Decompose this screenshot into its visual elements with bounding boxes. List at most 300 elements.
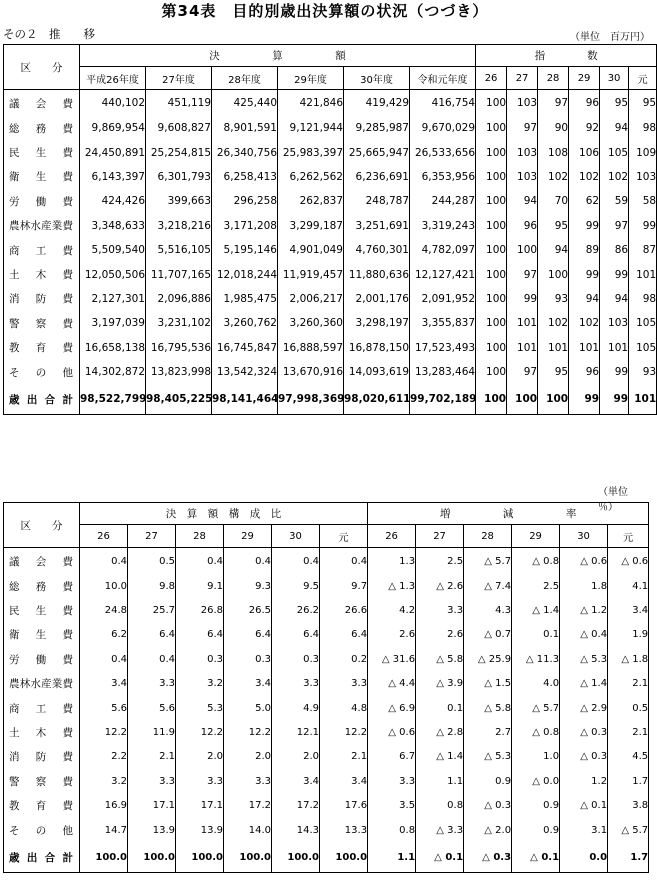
ratio-cell: 3.4: [272, 769, 320, 793]
table-row: [4, 336, 657, 360]
row-label: 農林水産業費: [4, 214, 80, 238]
ratio-cell: 3.3: [224, 769, 272, 793]
index-cell: 105: [629, 311, 657, 335]
index-cell: 100: [476, 311, 507, 335]
change-cell: △ 1.3: [368, 574, 416, 598]
row-label: その他: [4, 360, 80, 384]
ratio-cell: 12.2: [320, 720, 368, 744]
amount-cell: 4,760,301: [344, 238, 410, 262]
index-cell: 95: [629, 90, 657, 117]
amount-cell: 11,919,457: [278, 262, 344, 286]
amount-cell: 98,405,225: [146, 384, 212, 415]
ratio-cell: 3.4: [80, 672, 128, 696]
change-cell: 4.5: [608, 745, 649, 769]
table-row: [4, 90, 657, 117]
index-cell: 102: [569, 311, 600, 335]
amount-cell: 11,707,165: [146, 262, 212, 286]
change-cell: △ 1.5: [464, 672, 512, 696]
ratio-cell: 13.3: [320, 818, 368, 842]
amount-cell: 13,283,464: [410, 360, 476, 384]
ratio-year-header: 29: [224, 525, 272, 548]
index-year-header: 26: [476, 67, 507, 90]
index-cell: 105: [629, 336, 657, 360]
index-cell: 94: [538, 238, 569, 262]
amount-cell: 24,450,891: [80, 140, 146, 164]
index-cell: 100: [476, 336, 507, 360]
ratio-cell: 12.2: [80, 720, 128, 744]
ratio-cell: 3.2: [176, 672, 224, 696]
settlement-amount-table: [3, 44, 657, 415]
amount-cell: 3,260,360: [278, 311, 344, 335]
table-row: [4, 548, 649, 575]
ratio-cell: 2.0: [224, 745, 272, 769]
amount-cell: 2,127,301: [80, 287, 146, 311]
table-row: [4, 262, 657, 286]
index-cell: 101: [507, 336, 538, 360]
change-cell: △ 2.6: [416, 574, 464, 598]
index-cell: 103: [507, 140, 538, 164]
change-cell: △ 0.1: [560, 794, 608, 818]
amount-cell: 98,522,799: [80, 384, 146, 415]
index-cell: 99: [629, 214, 657, 238]
change-year-header: 26: [368, 525, 416, 548]
amount-cell: 13,670,916: [278, 360, 344, 384]
index-cell: 100: [476, 116, 507, 140]
amount-cell: 3,251,691: [344, 214, 410, 238]
row-label: 土木費: [4, 262, 80, 286]
row-label: 教育費: [4, 794, 80, 818]
table-row: [4, 672, 649, 696]
row-label: 議会費: [4, 90, 80, 117]
index-cell: 97: [507, 116, 538, 140]
change-cell: △ 5.8: [464, 696, 512, 720]
table-row: [4, 116, 657, 140]
row-label: 労働費: [4, 189, 80, 213]
ratio-year-header: 元: [320, 525, 368, 548]
amount-cell: 6,262,562: [278, 165, 344, 189]
index-year-header: 27: [507, 67, 538, 90]
index-cell: 100: [507, 238, 538, 262]
change-cell: △ 1.2: [560, 598, 608, 622]
amount-cell: 421,846: [278, 90, 344, 117]
amount-cell: 9,121,944: [278, 116, 344, 140]
index-cell: 102: [538, 311, 569, 335]
amount-cell: 5,516,105: [146, 238, 212, 262]
ratio-cell: 0.4: [80, 548, 128, 575]
index-cell: 99: [600, 384, 629, 415]
amount-cell: 2,091,952: [410, 287, 476, 311]
row-label: 民生費: [4, 598, 80, 622]
change-cell: △ 3.9: [416, 672, 464, 696]
row-label: 農林水産業費: [4, 672, 80, 696]
index-cell: 100: [476, 140, 507, 164]
amount-cell: 16,888,597: [278, 336, 344, 360]
change-cell: △ 0.7: [464, 623, 512, 647]
ratio-cell: 25.7: [128, 598, 176, 622]
index-cell: 101: [507, 311, 538, 335]
amount-cell: 5,195,146: [212, 238, 278, 262]
ratio-cell: 0.4: [176, 548, 224, 575]
change-cell: 0.1: [512, 623, 560, 647]
change-cell: 0.8: [416, 794, 464, 818]
ratio-cell: 3.2: [80, 769, 128, 793]
ratio-group-header: 決 算 額 構 成 比: [80, 503, 368, 525]
index-cell: 99: [507, 287, 538, 311]
amount-cell: 425,440: [212, 90, 278, 117]
page-title: 第34表 目的別歳出決算額の状況（つづき）: [161, 2, 489, 20]
change-year-header: 元: [608, 525, 649, 548]
amount-cell: 244,287: [410, 189, 476, 213]
table-row: [4, 574, 649, 598]
change-year-header: 30: [560, 525, 608, 548]
index-cell: 98: [629, 116, 657, 140]
ratio-cell: 3.4: [320, 769, 368, 793]
amount-cell: 248,787: [344, 189, 410, 213]
change-cell: 2.5: [416, 548, 464, 575]
amount-cell: 6,353,956: [410, 165, 476, 189]
section-subtitle: その２ 推 移: [3, 27, 95, 41]
ratio-cell: 5.6: [80, 696, 128, 720]
ratio-cell: 2.1: [320, 745, 368, 769]
amount-cell: 11,880,636: [344, 262, 410, 286]
amount-cell: 6,301,793: [146, 165, 212, 189]
change-cell: 0.0: [560, 842, 608, 873]
ratio-cell: 14.7: [80, 818, 128, 842]
ratio-cell: 2.2: [80, 745, 128, 769]
ratio-cell: 0.4: [80, 647, 128, 671]
ratio-cell: 10.0: [80, 574, 128, 598]
index-cell: 96: [569, 90, 600, 117]
index-group-header: 指 数: [476, 45, 657, 67]
change-cell: △ 0.1: [416, 842, 464, 873]
table-row: [4, 140, 657, 164]
unit-label-2: （単位 ％）: [598, 487, 638, 513]
change-cell: △ 7.4: [464, 574, 512, 598]
ratio-cell: 3.4: [224, 672, 272, 696]
amount-year-header: 令和元年度: [410, 67, 476, 90]
change-cell: △ 0.8: [512, 548, 560, 575]
index-cell: 100: [476, 189, 507, 213]
index-cell: 103: [507, 165, 538, 189]
change-cell: △ 3.3: [416, 818, 464, 842]
index-cell: 99: [569, 262, 600, 286]
table-row: [4, 696, 649, 720]
change-cell: △ 1.4: [512, 598, 560, 622]
index-cell: 100: [538, 384, 569, 415]
change-cell: △ 0.1: [512, 842, 560, 873]
change-cell: 0.9: [512, 818, 560, 842]
ratio-cell: 14.3: [272, 818, 320, 842]
ratio-cell: 0.4: [320, 548, 368, 575]
change-cell: 4.0: [512, 672, 560, 696]
index-cell: 95: [538, 214, 569, 238]
ratio-cell: 17.6: [320, 794, 368, 818]
amount-cell: 26,533,656: [410, 140, 476, 164]
index-cell: 101: [629, 384, 657, 415]
amount-cell: 440,102: [80, 90, 146, 117]
row-label: 労働費: [4, 647, 80, 671]
change-cell: 3.1: [560, 818, 608, 842]
index-cell: 93: [629, 360, 657, 384]
index-cell: 96: [507, 214, 538, 238]
amount-cell: 2,096,886: [146, 287, 212, 311]
total-row: [4, 842, 649, 873]
row-label: 歳出合計: [4, 384, 80, 415]
table-row: [4, 311, 657, 335]
change-cell: 3.3: [416, 598, 464, 622]
index-cell: 89: [569, 238, 600, 262]
table-row: [4, 165, 657, 189]
change-cell: 2.1: [608, 672, 649, 696]
amount-cell: 424,426: [80, 189, 146, 213]
change-cell: 1.9: [608, 623, 649, 647]
ratio-cell: 9.1: [176, 574, 224, 598]
amount-year-header: 30年度: [344, 67, 410, 90]
kubun-header-2: 区 分: [4, 503, 80, 548]
amount-year-header: 28年度: [212, 67, 278, 90]
change-cell: △ 0.0: [512, 769, 560, 793]
change-year-header: 28: [464, 525, 512, 548]
amount-cell: 3,197,039: [80, 311, 146, 335]
ratio-cell: 0.3: [272, 647, 320, 671]
index-year-header: 30: [600, 67, 629, 90]
index-cell: 101: [538, 336, 569, 360]
index-cell: 103: [629, 165, 657, 189]
amount-cell: 9,608,827: [146, 116, 212, 140]
amount-cell: 3,298,197: [344, 311, 410, 335]
amount-cell: 5,509,540: [80, 238, 146, 262]
change-cell: 1.3: [368, 548, 416, 575]
amount-cell: 98,020,611: [344, 384, 410, 415]
ratio-cell: 0.2: [320, 647, 368, 671]
amount-cell: 419,429: [344, 90, 410, 117]
change-cell: △ 0.3: [560, 745, 608, 769]
change-cell: 0.1: [416, 696, 464, 720]
ratio-year-header: 30: [272, 525, 320, 548]
row-label: 商工費: [4, 238, 80, 262]
change-cell: 1.7: [608, 769, 649, 793]
ratio-year-header: 27: [128, 525, 176, 548]
amount-cell: 25,254,815: [146, 140, 212, 164]
change-cell: △ 0.3: [464, 842, 512, 873]
row-label: 警察費: [4, 769, 80, 793]
index-cell: 102: [538, 165, 569, 189]
amount-cell: 97,998,369: [278, 384, 344, 415]
ratio-cell: 0.4: [272, 548, 320, 575]
change-cell: △ 0.8: [512, 720, 560, 744]
row-label: 衛生費: [4, 623, 80, 647]
ratio-cell: 100.0: [272, 842, 320, 873]
amount-cell: 98,141,464: [212, 384, 278, 415]
ratio-cell: 0.3: [224, 647, 272, 671]
index-cell: 99: [600, 262, 629, 286]
amount-cell: 3,260,762: [212, 311, 278, 335]
change-cell: 0.5: [608, 696, 649, 720]
amount-cell: 9,869,954: [80, 116, 146, 140]
ratio-cell: 17.2: [272, 794, 320, 818]
ratio-cell: 12.2: [176, 720, 224, 744]
change-cell: △ 6.9: [368, 696, 416, 720]
index-cell: 59: [600, 189, 629, 213]
ratio-cell: 9.3: [224, 574, 272, 598]
index-cell: 100: [538, 262, 569, 286]
amount-cell: 9,285,987: [344, 116, 410, 140]
change-cell: 1.0: [512, 745, 560, 769]
amount-cell: 1,985,475: [212, 287, 278, 311]
change-cell: 4.2: [368, 598, 416, 622]
ratio-cell: 2.0: [272, 745, 320, 769]
amount-cell: 2,006,217: [278, 287, 344, 311]
table-row: [4, 794, 649, 818]
index-cell: 58: [629, 189, 657, 213]
change-cell: △ 5.7: [464, 548, 512, 575]
index-cell: 99: [569, 384, 600, 415]
ratio-cell: 13.9: [128, 818, 176, 842]
index-cell: 96: [569, 360, 600, 384]
table-row: [4, 360, 657, 384]
change-cell: 1.7: [608, 842, 649, 873]
ratio-cell: 17.1: [128, 794, 176, 818]
ratio-cell: 2.1: [128, 745, 176, 769]
amount-cell: 416,754: [410, 90, 476, 117]
amount-cell: 451,119: [146, 90, 212, 117]
ratio-cell: 4.9: [272, 696, 320, 720]
ratio-cell: 26.5: [224, 598, 272, 622]
change-cell: 3.3: [368, 769, 416, 793]
ratio-cell: 5.0: [224, 696, 272, 720]
amount-cell: 13,542,324: [212, 360, 278, 384]
row-label: 商工費: [4, 696, 80, 720]
change-cell: △ 0.4: [560, 623, 608, 647]
row-label: 衛生費: [4, 165, 80, 189]
ratio-cell: 11.9: [128, 720, 176, 744]
change-cell: △ 0.3: [560, 720, 608, 744]
index-cell: 100: [476, 214, 507, 238]
index-cell: 70: [538, 189, 569, 213]
index-cell: 101: [600, 336, 629, 360]
ratio-cell: 26.6: [320, 598, 368, 622]
amount-cell: 3,355,837: [410, 311, 476, 335]
amount-year-header: 27年度: [146, 67, 212, 90]
index-cell: 105: [600, 140, 629, 164]
change-cell: 2.7: [464, 720, 512, 744]
change-cell: △ 2.8: [416, 720, 464, 744]
amount-cell: 3,348,633: [80, 214, 146, 238]
index-cell: 90: [538, 116, 569, 140]
row-label: 土木費: [4, 720, 80, 744]
change-cell: △ 5.3: [560, 647, 608, 671]
ratio-cell: 3.3: [320, 672, 368, 696]
kubun-header: 区 分: [4, 45, 80, 90]
ratio-year-header: 26: [80, 525, 128, 548]
amount-cell: 12,127,421: [410, 262, 476, 286]
change-cell: △ 5.8: [416, 647, 464, 671]
amount-cell: 99,702,189: [410, 384, 476, 415]
ratio-cell: 26.2: [272, 598, 320, 622]
amount-group-header: 決 算 額: [80, 45, 476, 67]
amount-cell: 3,231,102: [146, 311, 212, 335]
change-group-header: 増 減 率: [368, 503, 649, 525]
index-cell: 100: [476, 238, 507, 262]
table-row: [4, 189, 657, 213]
ratio-cell: 4.8: [320, 696, 368, 720]
amount-cell: 6,258,413: [212, 165, 278, 189]
index-year-header: 28: [538, 67, 569, 90]
index-cell: 100: [507, 384, 538, 415]
index-cell: 94: [569, 287, 600, 311]
index-cell: 108: [538, 140, 569, 164]
change-cell: 6.7: [368, 745, 416, 769]
row-label: 教育費: [4, 336, 80, 360]
ratio-cell: 0.3: [176, 647, 224, 671]
change-cell: △ 2.0: [464, 818, 512, 842]
index-cell: 100: [476, 287, 507, 311]
ratio-cell: 6.4: [128, 623, 176, 647]
ratio-cell: 6.4: [176, 623, 224, 647]
change-cell: 1.8: [560, 574, 608, 598]
index-year-header: 元: [629, 67, 657, 90]
amount-year-header: 平成26年度: [80, 67, 146, 90]
change-cell: △ 0.6: [560, 548, 608, 575]
index-cell: 95: [538, 360, 569, 384]
amount-cell: 4,782,097: [410, 238, 476, 262]
table-row: [4, 647, 649, 671]
table-row: [4, 238, 657, 262]
table-row: [4, 287, 657, 311]
ratio-cell: 14.0: [224, 818, 272, 842]
ratio-cell: 26.8: [176, 598, 224, 622]
ratio-year-header: 28: [176, 525, 224, 548]
change-cell: △ 5.7: [608, 818, 649, 842]
ratio-cell: 0.4: [224, 548, 272, 575]
amount-cell: 6,236,691: [344, 165, 410, 189]
ratio-cell: 6.4: [224, 623, 272, 647]
change-cell: 3.8: [608, 794, 649, 818]
index-cell: 94: [600, 287, 629, 311]
amount-cell: 14,093,619: [344, 360, 410, 384]
change-cell: 1.1: [416, 769, 464, 793]
index-cell: 99: [569, 214, 600, 238]
change-cell: 1.2: [560, 769, 608, 793]
ratio-cell: 9.5: [272, 574, 320, 598]
change-cell: △ 25.9: [464, 647, 512, 671]
change-cell: 0.9: [464, 769, 512, 793]
index-cell: 99: [600, 360, 629, 384]
ratio-cell: 12.1: [272, 720, 320, 744]
composition-change-table: [3, 502, 649, 873]
change-cell: △ 0.6: [608, 548, 649, 575]
row-label: 議会費: [4, 548, 80, 575]
index-cell: 97: [507, 262, 538, 286]
row-label: 警察費: [4, 311, 80, 335]
index-cell: 94: [507, 189, 538, 213]
index-cell: 95: [600, 90, 629, 117]
change-cell: △ 4.4: [368, 672, 416, 696]
change-year-header: 29: [512, 525, 560, 548]
ratio-cell: 16.9: [80, 794, 128, 818]
change-cell: △ 11.3: [512, 647, 560, 671]
ratio-cell: 13.9: [176, 818, 224, 842]
change-cell: △ 0.3: [464, 794, 512, 818]
ratio-cell: 6.2: [80, 623, 128, 647]
row-label: 民生費: [4, 140, 80, 164]
ratio-cell: 100.0: [320, 842, 368, 873]
amount-cell: 16,795,536: [146, 336, 212, 360]
ratio-cell: 100.0: [128, 842, 176, 873]
index-cell: 100: [476, 90, 507, 117]
change-cell: △ 1.8: [608, 647, 649, 671]
amount-cell: 8,901,591: [212, 116, 278, 140]
